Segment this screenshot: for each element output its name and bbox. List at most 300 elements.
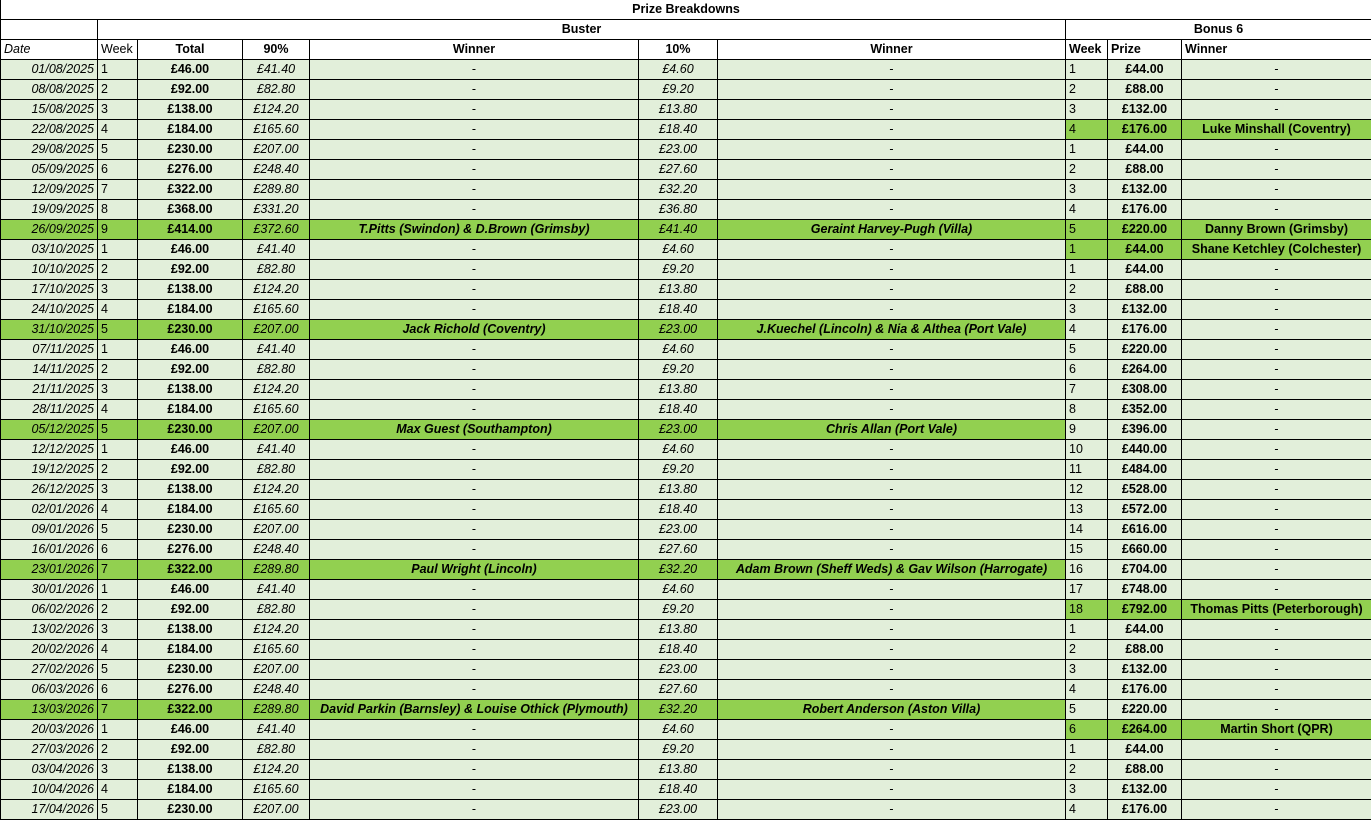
date-cell: 07/11/2025 bbox=[1, 340, 98, 360]
winner-90-cell: - bbox=[310, 360, 639, 380]
week-cell: 1 bbox=[98, 720, 138, 740]
winner-10-cell: - bbox=[718, 80, 1066, 100]
pct10-cell: £27.60 bbox=[639, 540, 718, 560]
bonus-week-cell: 7 bbox=[1066, 380, 1108, 400]
week-cell: 5 bbox=[98, 320, 138, 340]
pct10-cell: £23.00 bbox=[639, 140, 718, 160]
bonus-prize-cell: £132.00 bbox=[1108, 780, 1182, 800]
bonus-prize-cell: £176.00 bbox=[1108, 200, 1182, 220]
header-date: Date bbox=[1, 40, 98, 60]
pct90-cell: £82.80 bbox=[243, 360, 310, 380]
bonus-winner-cell: - bbox=[1182, 480, 1371, 500]
pct90-cell: £41.40 bbox=[243, 440, 310, 460]
table-row bbox=[1, 580, 1371, 600]
pct90-cell: £289.80 bbox=[243, 560, 310, 580]
week-cell: 2 bbox=[98, 360, 138, 380]
bonus-prize-cell: £44.00 bbox=[1108, 140, 1182, 160]
winner-10-cell: Adam Brown (Sheff Weds) & Gav Wilson (Harrogate) bbox=[718, 560, 1066, 580]
date-cell: 05/09/2025 bbox=[1, 160, 98, 180]
winner-10-cell: - bbox=[718, 680, 1066, 700]
bonus-week-cell: 3 bbox=[1066, 660, 1108, 680]
bonus-week-cell: 16 bbox=[1066, 560, 1108, 580]
date-cell: 19/09/2025 bbox=[1, 200, 98, 220]
table-row bbox=[1, 100, 1371, 120]
week-cell: 1 bbox=[98, 60, 138, 80]
bonus-prize-cell: £352.00 bbox=[1108, 400, 1182, 420]
total-cell: £46.00 bbox=[138, 720, 243, 740]
pct10-cell: £36.80 bbox=[639, 200, 718, 220]
winner-10-cell: - bbox=[718, 60, 1066, 80]
table-row bbox=[1, 280, 1371, 300]
pct10-cell: £27.60 bbox=[639, 680, 718, 700]
date-cell: 12/09/2025 bbox=[1, 180, 98, 200]
bonus-prize-cell: £440.00 bbox=[1108, 440, 1182, 460]
date-cell: 08/08/2025 bbox=[1, 80, 98, 100]
total-cell: £184.00 bbox=[138, 120, 243, 140]
bonus-prize-cell: £616.00 bbox=[1108, 520, 1182, 540]
winner-10-cell: - bbox=[718, 440, 1066, 460]
table-row bbox=[1, 180, 1371, 200]
pct90-cell: £124.20 bbox=[243, 100, 310, 120]
pct10-cell: £9.20 bbox=[639, 360, 718, 380]
pct10-cell: £9.20 bbox=[639, 80, 718, 100]
table-row bbox=[1, 500, 1371, 520]
bonus-week-cell: 5 bbox=[1066, 700, 1108, 720]
week-cell: 2 bbox=[98, 260, 138, 280]
winner-10-cell: - bbox=[718, 300, 1066, 320]
bonus-week-cell: 1 bbox=[1066, 240, 1108, 260]
pct10-cell: £4.60 bbox=[639, 340, 718, 360]
winner-10-cell: - bbox=[718, 140, 1066, 160]
date-cell: 22/08/2025 bbox=[1, 120, 98, 140]
table-row bbox=[1, 680, 1371, 700]
winner-10-cell: - bbox=[718, 580, 1066, 600]
winner-90-cell: Paul Wright (Lincoln) bbox=[310, 560, 639, 580]
week-cell: 7 bbox=[98, 700, 138, 720]
winner-10-cell: - bbox=[718, 760, 1066, 780]
total-cell: £230.00 bbox=[138, 140, 243, 160]
date-cell: 12/12/2025 bbox=[1, 440, 98, 460]
pct90-cell: £372.60 bbox=[243, 220, 310, 240]
pct10-cell: £9.20 bbox=[639, 460, 718, 480]
week-cell: 1 bbox=[98, 440, 138, 460]
bonus-week-cell: 6 bbox=[1066, 720, 1108, 740]
winner-10-cell: - bbox=[718, 740, 1066, 760]
winner-10-cell: - bbox=[718, 520, 1066, 540]
week-cell: 9 bbox=[98, 220, 138, 240]
pct10-cell: £18.40 bbox=[639, 780, 718, 800]
week-cell: 7 bbox=[98, 560, 138, 580]
table-row bbox=[1, 480, 1371, 500]
winner-90-cell: - bbox=[310, 400, 639, 420]
bonus-winner-cell: - bbox=[1182, 180, 1371, 200]
bonus-prize-cell: £792.00 bbox=[1108, 600, 1182, 620]
winner-90-cell: - bbox=[310, 640, 639, 660]
week-cell: 5 bbox=[98, 420, 138, 440]
pct10-cell: £32.20 bbox=[639, 700, 718, 720]
winner-90-cell: - bbox=[310, 60, 639, 80]
pct90-cell: £165.60 bbox=[243, 640, 310, 660]
week-cell: 3 bbox=[98, 280, 138, 300]
bonus-prize-cell: £572.00 bbox=[1108, 500, 1182, 520]
date-cell: 27/02/2026 bbox=[1, 660, 98, 680]
date-cell: 05/12/2025 bbox=[1, 420, 98, 440]
total-cell: £46.00 bbox=[138, 440, 243, 460]
pct90-cell: £165.60 bbox=[243, 120, 310, 140]
pct10-cell: £9.20 bbox=[639, 740, 718, 760]
pct10-cell: £32.20 bbox=[639, 560, 718, 580]
winner-90-cell: - bbox=[310, 340, 639, 360]
date-cell: 06/03/2026 bbox=[1, 680, 98, 700]
bonus-week-cell: 3 bbox=[1066, 300, 1108, 320]
winner-90-cell: - bbox=[310, 80, 639, 100]
total-cell: £322.00 bbox=[138, 180, 243, 200]
header-winner-90: Winner bbox=[310, 40, 639, 60]
bonus-week-cell: 4 bbox=[1066, 800, 1108, 820]
week-cell: 5 bbox=[98, 800, 138, 820]
bonus-prize-cell: £220.00 bbox=[1108, 340, 1182, 360]
bonus-prize-cell: £88.00 bbox=[1108, 160, 1182, 180]
pct10-cell: £18.40 bbox=[639, 120, 718, 140]
bonus-prize-cell: £88.00 bbox=[1108, 760, 1182, 780]
date-cell: 14/11/2025 bbox=[1, 360, 98, 380]
total-cell: £184.00 bbox=[138, 300, 243, 320]
bonus-week-cell: 3 bbox=[1066, 180, 1108, 200]
week-cell: 4 bbox=[98, 780, 138, 800]
pct90-cell: £207.00 bbox=[243, 520, 310, 540]
bonus-winner-cell: - bbox=[1182, 520, 1371, 540]
winner-10-cell: - bbox=[718, 160, 1066, 180]
bonus-week-cell: 2 bbox=[1066, 160, 1108, 180]
pct90-cell: £207.00 bbox=[243, 140, 310, 160]
week-cell: 6 bbox=[98, 540, 138, 560]
week-cell: 6 bbox=[98, 160, 138, 180]
date-cell: 16/01/2026 bbox=[1, 540, 98, 560]
table-row bbox=[1, 560, 1371, 580]
table-row bbox=[1, 300, 1371, 320]
week-cell: 1 bbox=[98, 240, 138, 260]
bonus-week-cell: 6 bbox=[1066, 360, 1108, 380]
winner-90-cell: - bbox=[310, 240, 639, 260]
winner-10-cell: J.Kuechel (Lincoln) & Nia & Althea (Port Vale) bbox=[718, 320, 1066, 340]
winner-90-cell: - bbox=[310, 180, 639, 200]
bonus-winner-cell: - bbox=[1182, 560, 1371, 580]
table-row bbox=[1, 660, 1371, 680]
bonus-prize-cell: £88.00 bbox=[1108, 80, 1182, 100]
table-row bbox=[1, 640, 1371, 660]
date-cell: 01/08/2025 bbox=[1, 60, 98, 80]
winner-90-cell: - bbox=[310, 720, 639, 740]
bonus-week-cell: 18 bbox=[1066, 600, 1108, 620]
table-row bbox=[1, 720, 1371, 740]
bonus-prize-cell: £44.00 bbox=[1108, 620, 1182, 640]
header-winner-10: Winner bbox=[718, 40, 1066, 60]
winner-10-cell: - bbox=[718, 460, 1066, 480]
pct10-cell: £23.00 bbox=[639, 320, 718, 340]
winner-10-cell: - bbox=[718, 660, 1066, 680]
bonus-prize-cell: £176.00 bbox=[1108, 680, 1182, 700]
date-cell: 06/02/2026 bbox=[1, 600, 98, 620]
winner-90-cell: - bbox=[310, 480, 639, 500]
table-row bbox=[1, 440, 1371, 460]
table-row bbox=[1, 120, 1371, 140]
total-cell: £92.00 bbox=[138, 460, 243, 480]
table-row bbox=[1, 400, 1371, 420]
winner-10-cell: - bbox=[718, 620, 1066, 640]
winner-10-cell: - bbox=[718, 800, 1066, 820]
winner-90-cell: - bbox=[310, 580, 639, 600]
bonus-prize-cell: £132.00 bbox=[1108, 100, 1182, 120]
pct10-cell: £4.60 bbox=[639, 440, 718, 460]
winner-90-cell: - bbox=[310, 600, 639, 620]
winner-90-cell: - bbox=[310, 740, 639, 760]
bonus-week-cell: 14 bbox=[1066, 520, 1108, 540]
pct10-cell: £18.40 bbox=[639, 640, 718, 660]
bonus-prize-cell: £132.00 bbox=[1108, 180, 1182, 200]
pct10-cell: £27.60 bbox=[639, 160, 718, 180]
winner-90-cell: David Parkin (Barnsley) & Louise Othick (Plymouth) bbox=[310, 700, 639, 720]
bonus-winner-cell: Martin Short (QPR) bbox=[1182, 720, 1371, 740]
table-row bbox=[1, 240, 1371, 260]
total-cell: £138.00 bbox=[138, 620, 243, 640]
pct10-cell: £13.80 bbox=[639, 380, 718, 400]
week-cell: 4 bbox=[98, 120, 138, 140]
bonus-winner-cell: - bbox=[1182, 60, 1371, 80]
pct90-cell: £248.40 bbox=[243, 540, 310, 560]
bonus-winner-cell: - bbox=[1182, 160, 1371, 180]
bonus-week-cell: 1 bbox=[1066, 620, 1108, 640]
winner-90-cell: - bbox=[310, 540, 639, 560]
week-cell: 5 bbox=[98, 140, 138, 160]
bonus-winner-cell: - bbox=[1182, 740, 1371, 760]
bonus-winner-cell: - bbox=[1182, 460, 1371, 480]
bonus-prize-cell: £44.00 bbox=[1108, 240, 1182, 260]
table-row bbox=[1, 800, 1371, 820]
pct90-cell: £82.80 bbox=[243, 260, 310, 280]
winner-10-cell: - bbox=[718, 340, 1066, 360]
pct90-cell: £41.40 bbox=[243, 240, 310, 260]
table-row bbox=[1, 220, 1371, 240]
table-row bbox=[1, 740, 1371, 760]
table-row bbox=[1, 140, 1371, 160]
total-cell: £368.00 bbox=[138, 200, 243, 220]
total-cell: £230.00 bbox=[138, 660, 243, 680]
table-row bbox=[1, 60, 1371, 80]
bonus-week-cell: 12 bbox=[1066, 480, 1108, 500]
table-row bbox=[1, 700, 1371, 720]
winner-10-cell: - bbox=[718, 260, 1066, 280]
week-cell: 7 bbox=[98, 180, 138, 200]
bonus-winner-cell: - bbox=[1182, 320, 1371, 340]
pct90-cell: £207.00 bbox=[243, 320, 310, 340]
winner-10-cell: - bbox=[718, 640, 1066, 660]
winner-10-cell: - bbox=[718, 720, 1066, 740]
date-cell: 17/04/2026 bbox=[1, 800, 98, 820]
bonus-prize-cell: £220.00 bbox=[1108, 700, 1182, 720]
table-row bbox=[1, 520, 1371, 540]
winner-90-cell: - bbox=[310, 200, 639, 220]
pct10-cell: £4.60 bbox=[639, 580, 718, 600]
bonus-week-cell: 10 bbox=[1066, 440, 1108, 460]
pct10-cell: £18.40 bbox=[639, 300, 718, 320]
table-row bbox=[1, 380, 1371, 400]
bonus-week-cell: 17 bbox=[1066, 580, 1108, 600]
pct90-cell: £248.40 bbox=[243, 680, 310, 700]
total-cell: £92.00 bbox=[138, 80, 243, 100]
bonus-prize-cell: £44.00 bbox=[1108, 60, 1182, 80]
pct10-cell: £18.40 bbox=[639, 400, 718, 420]
pct90-cell: £165.60 bbox=[243, 400, 310, 420]
table-row bbox=[1, 360, 1371, 380]
bonus-prize-cell: £264.00 bbox=[1108, 360, 1182, 380]
pct10-cell: £32.20 bbox=[639, 180, 718, 200]
bonus-winner-cell: - bbox=[1182, 500, 1371, 520]
week-cell: 2 bbox=[98, 460, 138, 480]
pct90-cell: £165.60 bbox=[243, 500, 310, 520]
total-cell: £138.00 bbox=[138, 380, 243, 400]
pct10-cell: £9.20 bbox=[639, 600, 718, 620]
winner-10-cell: - bbox=[718, 100, 1066, 120]
winner-90-cell: - bbox=[310, 280, 639, 300]
date-cell: 17/10/2025 bbox=[1, 280, 98, 300]
winner-10-cell: - bbox=[718, 180, 1066, 200]
week-cell: 1 bbox=[98, 580, 138, 600]
total-cell: £276.00 bbox=[138, 680, 243, 700]
total-cell: £230.00 bbox=[138, 520, 243, 540]
pct10-cell: £4.60 bbox=[639, 240, 718, 260]
pct90-cell: £289.80 bbox=[243, 700, 310, 720]
bonus-winner-cell: Thomas Pitts (Peterborough) bbox=[1182, 600, 1371, 620]
date-cell: 15/08/2025 bbox=[1, 100, 98, 120]
winner-10-cell: - bbox=[718, 540, 1066, 560]
bonus-week-cell: 11 bbox=[1066, 460, 1108, 480]
winner-10-cell: - bbox=[718, 400, 1066, 420]
date-cell: 28/11/2025 bbox=[1, 400, 98, 420]
pct90-cell: £331.20 bbox=[243, 200, 310, 220]
bonus-prize-cell: £660.00 bbox=[1108, 540, 1182, 560]
bonus-prize-cell: £220.00 bbox=[1108, 220, 1182, 240]
total-cell: £46.00 bbox=[138, 60, 243, 80]
total-cell: £46.00 bbox=[138, 340, 243, 360]
bonus-week-cell: 1 bbox=[1066, 60, 1108, 80]
bonus-winner-cell: - bbox=[1182, 200, 1371, 220]
pct90-cell: £124.20 bbox=[243, 380, 310, 400]
winner-10-cell: Robert Anderson (Aston Villa) bbox=[718, 700, 1066, 720]
pct90-cell: £124.20 bbox=[243, 760, 310, 780]
pct90-cell: £41.40 bbox=[243, 60, 310, 80]
winner-10-cell: - bbox=[718, 200, 1066, 220]
table-row bbox=[1, 420, 1371, 440]
bonus-week-cell: 13 bbox=[1066, 500, 1108, 520]
week-cell: 3 bbox=[98, 100, 138, 120]
bonus-week-cell: 2 bbox=[1066, 280, 1108, 300]
date-cell: 19/12/2025 bbox=[1, 460, 98, 480]
table-row bbox=[1, 320, 1371, 340]
winner-90-cell: - bbox=[310, 260, 639, 280]
week-cell: 4 bbox=[98, 400, 138, 420]
bonus-winner-cell: - bbox=[1182, 420, 1371, 440]
section-bonus: Bonus 6 bbox=[1066, 20, 1371, 40]
table-row bbox=[1, 200, 1371, 220]
bonus-winner-cell: - bbox=[1182, 100, 1371, 120]
bonus-week-cell: 15 bbox=[1066, 540, 1108, 560]
pct90-cell: £41.40 bbox=[243, 720, 310, 740]
winner-90-cell: - bbox=[310, 140, 639, 160]
pct10-cell: £18.40 bbox=[639, 500, 718, 520]
table-row bbox=[1, 340, 1371, 360]
bonus-week-cell: 1 bbox=[1066, 740, 1108, 760]
date-cell: 20/02/2026 bbox=[1, 640, 98, 660]
winner-90-cell: - bbox=[310, 160, 639, 180]
bonus-winner-cell: - bbox=[1182, 400, 1371, 420]
total-cell: £230.00 bbox=[138, 420, 243, 440]
header-90: 90% bbox=[243, 40, 310, 60]
date-cell: 02/01/2026 bbox=[1, 500, 98, 520]
bonus-winner-cell: - bbox=[1182, 660, 1371, 680]
date-cell: 26/09/2025 bbox=[1, 220, 98, 240]
bonus-prize-cell: £308.00 bbox=[1108, 380, 1182, 400]
bonus-week-cell: 2 bbox=[1066, 760, 1108, 780]
date-cell: 30/01/2026 bbox=[1, 580, 98, 600]
winner-90-cell: - bbox=[310, 760, 639, 780]
winner-90-cell: - bbox=[310, 440, 639, 460]
date-cell: 10/04/2026 bbox=[1, 780, 98, 800]
winner-90-cell: - bbox=[310, 660, 639, 680]
total-cell: £276.00 bbox=[138, 160, 243, 180]
winner-90-cell: - bbox=[310, 620, 639, 640]
pct90-cell: £165.60 bbox=[243, 300, 310, 320]
week-cell: 2 bbox=[98, 740, 138, 760]
bonus-winner-cell: - bbox=[1182, 640, 1371, 660]
header-bonus-week: Week bbox=[1066, 40, 1108, 60]
bonus-week-cell: 9 bbox=[1066, 420, 1108, 440]
date-cell: 24/10/2025 bbox=[1, 300, 98, 320]
winner-90-cell: Max Guest (Southampton) bbox=[310, 420, 639, 440]
winner-10-cell: - bbox=[718, 240, 1066, 260]
bonus-winner-cell: - bbox=[1182, 80, 1371, 100]
table-row bbox=[1, 160, 1371, 180]
total-cell: £138.00 bbox=[138, 480, 243, 500]
winner-90-cell: - bbox=[310, 520, 639, 540]
week-cell: 3 bbox=[98, 760, 138, 780]
winner-90-cell: - bbox=[310, 100, 639, 120]
table-row bbox=[1, 620, 1371, 640]
winner-10-cell: - bbox=[718, 600, 1066, 620]
bonus-prize-cell: £44.00 bbox=[1108, 740, 1182, 760]
bonus-week-cell: 4 bbox=[1066, 320, 1108, 340]
winner-90-cell: - bbox=[310, 680, 639, 700]
pct90-cell: £124.20 bbox=[243, 620, 310, 640]
total-cell: £184.00 bbox=[138, 400, 243, 420]
week-cell: 5 bbox=[98, 660, 138, 680]
week-cell: 4 bbox=[98, 300, 138, 320]
date-cell: 21/11/2025 bbox=[1, 380, 98, 400]
bonus-week-cell: 4 bbox=[1066, 200, 1108, 220]
blank-cell bbox=[1, 20, 98, 40]
bonus-week-cell: 1 bbox=[1066, 140, 1108, 160]
bonus-prize-cell: £528.00 bbox=[1108, 480, 1182, 500]
date-cell: 27/03/2026 bbox=[1, 740, 98, 760]
pct90-cell: £124.20 bbox=[243, 480, 310, 500]
winner-90-cell: - bbox=[310, 300, 639, 320]
pct10-cell: £13.80 bbox=[639, 620, 718, 640]
bonus-week-cell: 4 bbox=[1066, 680, 1108, 700]
week-cell: 3 bbox=[98, 480, 138, 500]
table-row bbox=[1, 540, 1371, 560]
bonus-winner-cell: Danny Brown (Grimsby) bbox=[1182, 220, 1371, 240]
pct10-cell: £13.80 bbox=[639, 480, 718, 500]
total-cell: £184.00 bbox=[138, 780, 243, 800]
